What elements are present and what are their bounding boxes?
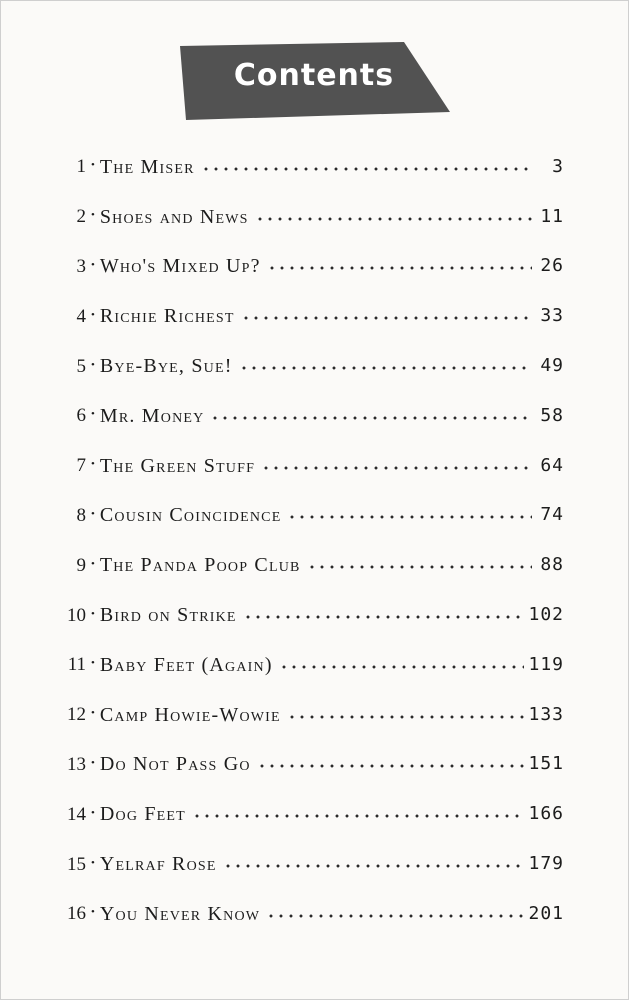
dot-leader <box>243 615 525 619</box>
page-number: 88 <box>540 554 564 576</box>
toc-entry <box>52 640 564 690</box>
dot-leader <box>210 416 532 420</box>
chapter-title: Yelraf Rose <box>99 853 217 876</box>
toc-entry <box>52 889 564 939</box>
chapter-title: The Panda Poop Club <box>99 554 301 577</box>
toc-entry <box>52 391 564 441</box>
chapter-title: Who's Mixed Up? <box>99 255 261 278</box>
toc-entry <box>52 441 564 491</box>
chapter-number: 15 <box>67 853 86 875</box>
chapter-number: 12 <box>67 704 86 726</box>
bullet-separator: • <box>91 557 95 570</box>
contents-banner <box>176 40 452 124</box>
dot-leader <box>279 665 525 669</box>
toc-entry <box>52 740 564 790</box>
page-number: 49 <box>540 355 564 377</box>
bullet-separator: • <box>91 707 95 720</box>
toc-entry <box>52 690 564 740</box>
toc-entry <box>52 291 564 341</box>
dot-leader <box>261 466 532 470</box>
chapter-title: Richie Richest <box>99 305 235 328</box>
dot-leader <box>255 217 532 221</box>
bullet-separator: • <box>91 906 95 919</box>
chapter-title: Bye-Bye, Sue! <box>99 355 233 378</box>
toc-entry <box>52 839 564 889</box>
bullet-separator: • <box>91 856 95 869</box>
page-number: 133 <box>528 703 564 725</box>
toc-entry <box>52 540 564 590</box>
chapter-number: 14 <box>67 803 86 825</box>
dot-leader <box>192 814 525 818</box>
chapter-title: Baby Feet (Again) <box>99 653 273 676</box>
page-number: 64 <box>540 454 564 476</box>
page-number: 201 <box>528 902 564 924</box>
chapter-number: 11 <box>67 654 86 676</box>
page-number: 119 <box>528 653 564 675</box>
dot-leader <box>241 316 532 320</box>
bullet-separator: • <box>91 458 95 471</box>
page-number: 11 <box>540 205 564 227</box>
dot-leader <box>307 565 532 569</box>
toc-entry <box>52 192 564 242</box>
page-number: 33 <box>540 305 564 327</box>
page-number: 26 <box>540 255 564 277</box>
bullet-separator: • <box>91 657 95 670</box>
chapter-title: Do Not Pass Go <box>99 753 251 776</box>
page-number: 74 <box>540 504 564 526</box>
chapter-number: 16 <box>67 903 86 925</box>
dot-leader <box>287 715 525 719</box>
page-number: 166 <box>528 803 564 825</box>
chapter-title: Shoes and News <box>99 205 249 228</box>
chapter-number: 10 <box>67 604 86 626</box>
chapter-title: Bird on Strike <box>99 604 237 627</box>
dot-leader <box>267 266 532 270</box>
page-number: 179 <box>528 853 564 875</box>
chapter-number: 5 <box>76 355 86 377</box>
chapter-title: The Miser <box>99 155 195 178</box>
chapter-number: 3 <box>76 255 86 277</box>
bullet-separator: • <box>91 209 95 222</box>
page-title: Contents <box>233 58 395 93</box>
dot-leader <box>239 366 532 370</box>
page-number: 151 <box>528 753 564 775</box>
toc-entry <box>52 242 564 292</box>
chapter-title: Mr. Money <box>99 404 205 427</box>
chapter-number: 6 <box>76 405 86 427</box>
dot-leader <box>223 864 525 868</box>
chapter-title: Cousin Coincidence <box>99 504 282 527</box>
dot-leader <box>266 914 524 918</box>
page-number: 58 <box>540 404 564 426</box>
bullet-separator: • <box>91 358 95 371</box>
toc-entry <box>52 789 564 839</box>
bullet-separator: • <box>91 806 95 819</box>
page-number: 3 <box>552 155 564 177</box>
chapter-number: 9 <box>76 554 86 576</box>
dot-leader <box>287 515 532 519</box>
dot-leader <box>257 764 525 768</box>
chapter-number: 8 <box>76 504 86 526</box>
bullet-separator: • <box>91 308 95 321</box>
toc-entry <box>52 491 564 541</box>
toc-entry <box>52 341 564 391</box>
chapter-title: Camp Howie-Wowie <box>99 703 281 726</box>
table-of-contents <box>52 142 564 939</box>
dot-leader <box>201 167 532 171</box>
bullet-separator: • <box>91 159 95 172</box>
bullet-separator: • <box>91 408 95 421</box>
chapter-title: Dog Feet <box>99 803 186 826</box>
chapter-title: The Green Stuff <box>99 454 256 477</box>
chapter-number: 13 <box>67 753 86 775</box>
chapter-number: 4 <box>76 305 86 327</box>
bullet-separator: • <box>91 756 95 769</box>
chapter-title: You Never Know <box>99 902 261 925</box>
chapter-number: 7 <box>76 455 86 477</box>
chapter-number: 2 <box>76 206 86 228</box>
toc-entry <box>52 590 564 640</box>
bullet-separator: • <box>91 258 95 271</box>
bullet-separator: • <box>91 607 95 620</box>
toc-entry <box>52 142 564 192</box>
bullet-separator: • <box>91 507 95 520</box>
chapter-number: 1 <box>76 156 86 178</box>
page-number: 102 <box>528 604 564 626</box>
